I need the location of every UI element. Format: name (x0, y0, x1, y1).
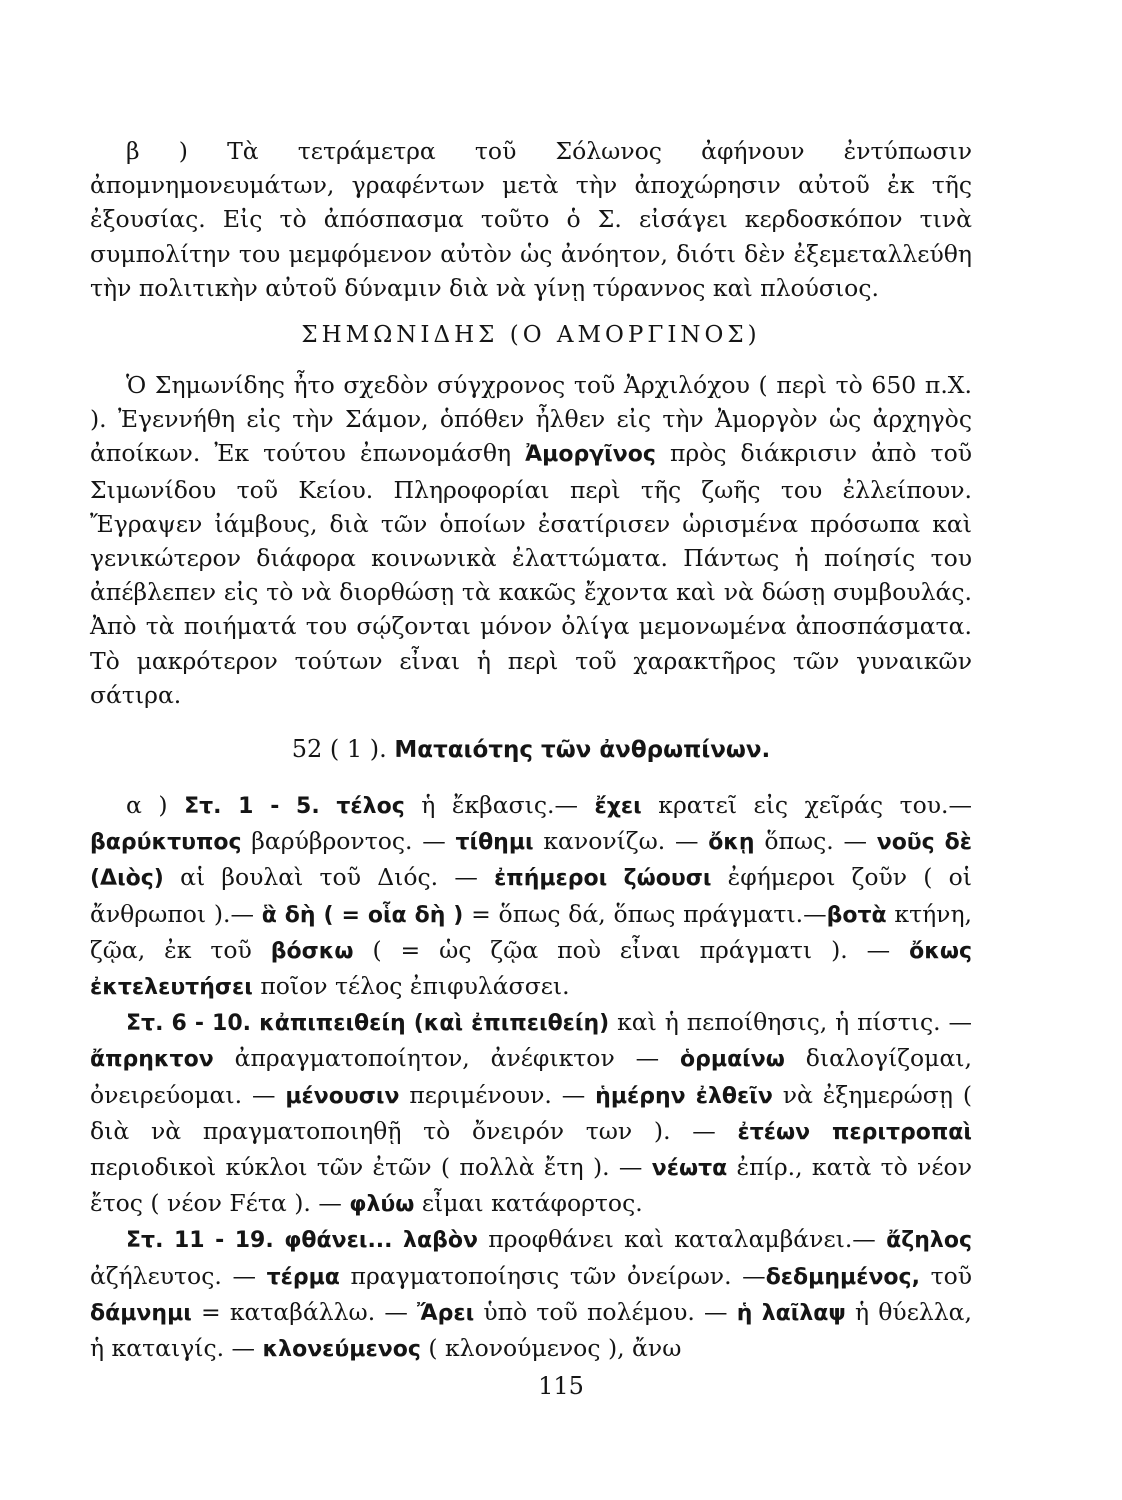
note-term: τίθημι (455, 830, 534, 856)
note-gloss: νὰ ἐξημερώσῃ ( διὰ νὰ πραγματοποιηθῇ τὸ ὄνειρόν των ). — (90, 1080, 972, 1145)
note-term: Ἄρει (417, 1300, 475, 1326)
note-term: νέωτα (651, 1156, 728, 1182)
section-beta (90, 134, 972, 305)
note-term: Στ. 1 - 5. τέλος (184, 794, 405, 819)
note-gloss: ( = ὡς ζῷα ποὺ εἶναι πράγματι ). — (353, 935, 910, 964)
note-term: τέρμα (266, 1264, 340, 1290)
simonides-text-2: πρὸς διάκρισιν ἀπὸ τοῦ Σιμωνίδου τοῦ Κείου. Πληροφορίαι περὶ τῆς ζωῆς του ἐλλείπουν. Ἔγραψεν ἰάμβους, διὰ τῶν ὁποίων ἐσατίρισεν ὡρισμένα πρόσωπα καὶ γενικώτερον διάφορα κοινωνικὰ ἐλαττώματα. Πάντως ἡ ποίησίς του ἀπέβλεπεν εἰς τὸ νὰ διορθώσῃ τὰ κακῶς ἔχοντα καὶ νὰ δώσῃ συμβουλάς. Ἀπὸ τὰ ποιήματά του σῴζονται μόνον ὀλίγα μεμονωμένα ἀποσπάσματα. Τὸ μακρότερον τούτων εἶναι ἡ περὶ τοῦ χαρακτῆρος τῶν γυναικῶν σάτιρα. (90, 439, 972, 709)
note-term: βόσκω (270, 938, 354, 964)
note-term: μένουσιν (285, 1083, 400, 1109)
note-gloss: περιμένουν. — (399, 1080, 596, 1109)
note-gloss: τοῦ (919, 1261, 973, 1290)
note-term: βοτὰ (826, 902, 887, 928)
section-simonides (90, 368, 972, 712)
note-term: ὄκῃ (708, 830, 755, 856)
note-term: ἃ δὴ ( = οἷα δὴ ) (261, 902, 464, 928)
note-term: Στ. 11 - 19. φθάνει... λαβὸν (126, 1228, 478, 1254)
note-gloss: κτήνη, ζῷα, ἐκ τοῦ (90, 899, 973, 964)
note-gloss: κανονίζω. — (533, 827, 709, 856)
note-term: Στ. 6 - 10. κἀπιπειθείη (καὶ ἐπιπειθείη) (126, 1011, 610, 1037)
note-term: φλύω (349, 1192, 415, 1218)
note-term: ἐτέων περιτροπαὶ (737, 1119, 972, 1145)
note-gloss: α ) (126, 791, 185, 819)
note-gloss: ὅπως. — (754, 827, 877, 856)
note-term: ἡμέρην ἐλθεῖν (595, 1083, 773, 1109)
note-gloss: ἐφήμεροι ζοῦν ( οἱ ἄνθρωποι ).— (90, 863, 972, 928)
note-gloss: ( κλονούμενος ), ἄνω (420, 1334, 682, 1363)
poem-number: 52 ( 1 ). (291, 735, 387, 763)
note-term: ἡ λαῖλαψ (736, 1300, 846, 1326)
note-term: δεδμημένος, (765, 1264, 920, 1290)
note-gloss: ἐπίρ., κατὰ τὸ νέον ἔτος ( νέον Fέτα ). — (90, 1153, 972, 1218)
note-gloss: ἡ ἔκβασις.— (404, 791, 595, 819)
note-gloss: καὶ ἡ πεποίθησις, ἡ πίστις. — (609, 1008, 972, 1037)
note-term: ὁρμαίνω (680, 1047, 785, 1073)
note-gloss: ἡ θύελλα, ἡ καταιγίς. — (90, 1297, 972, 1363)
note-term: κλονεύμενος (262, 1337, 421, 1363)
note-gloss: ἀζήλευτος. — (90, 1261, 267, 1290)
note-term: βαρύκτυπος (90, 830, 242, 856)
note-gloss: εἶμαι κατάφορτος. (414, 1189, 643, 1218)
poem-title-line (90, 735, 972, 763)
note-gloss: περιοδικοὶ κύκλοι τῶν ἐτῶν ( πολλὰ ἔτη ). — (90, 1153, 652, 1182)
note-gloss: ἀπραγματοποίητον, ἀνέφικτον — (213, 1044, 681, 1073)
note-gloss: διαλογίζομαι, ὀνειρεύομαι. — (90, 1044, 972, 1109)
note-term: ἐπήμεροι ζώουσι (494, 866, 712, 892)
note-alpha (90, 788, 972, 1005)
section-beta-text: β ) Τὰ τετράμετρα τοῦ Σόλωνος ἀφήνουν ἐντύπωσιν ἀπομνημονευμάτων, γραφέντων μετὰ τὴν ἀποχώρησιν αὐτοῦ ἐκ τῆς ἐξουσίας. Εἰς τὸ ἀπόσπασμα τοῦτο ὁ Σ. εἰσάγει κερδοσκόπον τινὰ συμπολίτην του μεμφόμενον αὐτὸν ὡς ἀνόητον, διότι δὲν ἐξεμεταλλεύθη τὴν πολιτικὴν αὐτοῦ δύναμιν διὰ νὰ γίνῃ τύραννος καὶ πλούσιος. (90, 137, 972, 302)
note-st11 (90, 1222, 972, 1367)
note-gloss: ποῖον τέλος ἐπιφυλάσσει. (252, 972, 570, 1001)
note-gloss: κρατεῖ εἰς χεῖράς του.— (641, 791, 972, 819)
note-st6 (90, 1005, 972, 1222)
note-gloss: προφθάνει καὶ καταλαμβάνει.— (477, 1225, 887, 1254)
simonides-paragraph (90, 368, 972, 712)
note-gloss: = καταβάλλω. — (191, 1297, 418, 1326)
simonides-bold-name: Ἀμοργῖνος (525, 442, 656, 468)
note-gloss: = ὅπως δά, ὅπως πράγματι.— (463, 899, 827, 928)
note-gloss: ὑπὸ τοῦ πολέμου. — (474, 1297, 737, 1326)
note-gloss: βαρύβροντος. — (241, 827, 456, 856)
poem-title: Ματαιότης τῶν ἀνθρωπίνων. (394, 737, 771, 763)
note-term: ἔχει (594, 794, 642, 819)
note-term: ἄζηλος (886, 1228, 972, 1254)
notes-block (90, 788, 972, 1367)
note-term: ὄκως ἐκτελευτήσει (90, 938, 972, 1001)
note-term: νοῦς δὲ (Διὸς) (90, 830, 972, 892)
note-gloss: αἱ βουλαὶ τοῦ Διός. — (163, 863, 495, 892)
note-term: ἄπρηκτον (90, 1047, 214, 1073)
note-gloss: πραγματοποίησις τῶν ὀνείρων. — (339, 1261, 766, 1290)
note-term: δάμνημι (90, 1300, 192, 1326)
page-number: 115 (538, 1372, 584, 1400)
simonides-text-1: Ὁ Σημωνίδης ἦτο σχεδὸν σύγχρονος τοῦ Ἀρχιλόχου ( περὶ τὸ 650 π.Χ. ). Ἐγεννήθη εἰς τὴν Σάμον, ὁπόθεν ἦλθεν εἰς τὴν Ἀμοργὸν ὡς ἀρχηγὸς ἀποίκων. Ἐκ τούτου ἐπωνομάσθη (90, 371, 972, 468)
simonides-heading: ΣΗΜΩΝΙΔΗΣ (Ο ΑΜΟΡΓΙΝΟΣ) (301, 322, 761, 348)
